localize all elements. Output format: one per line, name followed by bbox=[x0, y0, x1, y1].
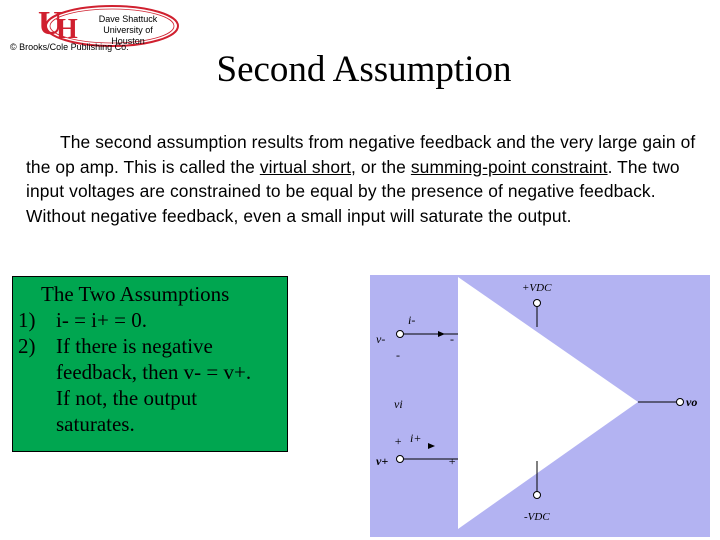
logo-name-line2: University of Houston bbox=[103, 25, 153, 46]
v-plus-label: v+ bbox=[376, 454, 389, 468]
assumptions-box bbox=[12, 276, 288, 452]
noninverting-sign: + bbox=[448, 454, 457, 468]
para-text-2: , or the bbox=[351, 156, 411, 177]
vi-plus-sign: + bbox=[394, 434, 403, 448]
logo-name-line1: Dave Shattuck bbox=[98, 14, 158, 24]
vi-minus-sign: - bbox=[396, 348, 400, 362]
assumption-2-line4: saturates. bbox=[56, 412, 135, 436]
para-text-3: . The two input voltages are constrained to be equal by the presence of negative feedback. Without negative feedback, even a small input will saturate the output. bbox=[26, 156, 680, 226]
assumption-1-number: 1) bbox=[18, 308, 36, 332]
vdc-pos-terminal bbox=[534, 300, 541, 307]
vdc-pos-label: +VDC bbox=[522, 282, 552, 294]
i-minus-label: i- bbox=[408, 313, 416, 327]
summing-point-term: summing-point constraint bbox=[410, 156, 608, 177]
para-text-1: The second assumption results from negative feedback and the very large gain of the op amp. This is called the bbox=[26, 132, 696, 177]
i-plus-label: i+ bbox=[410, 431, 422, 445]
assumption-1 bbox=[18, 307, 147, 333]
vo-label: vo bbox=[686, 395, 698, 409]
assumption-2-line2: feedback, then v- = v+. bbox=[56, 360, 252, 384]
slide-title: Second Assumption bbox=[216, 49, 512, 90]
assumptions-title: The Two Assumptions bbox=[41, 282, 230, 306]
vdc-neg-terminal bbox=[534, 492, 541, 499]
v-minus-label: v- bbox=[376, 332, 386, 346]
logo-publisher: © Brooks/Cole Publishing Co. bbox=[10, 42, 129, 52]
op-amp-diagram bbox=[370, 275, 710, 537]
assumption-2 bbox=[18, 333, 213, 359]
body-paragraph bbox=[26, 130, 698, 228]
assumption-2-line1: If there is negative bbox=[56, 334, 213, 358]
svg-text:H: H bbox=[56, 14, 78, 45]
noninverting-input-terminal bbox=[397, 456, 404, 463]
output-terminal bbox=[677, 399, 684, 406]
vdc-neg-label: -VDC bbox=[524, 511, 550, 523]
svg-text:U: U bbox=[38, 5, 63, 42]
assumption-1-text: i- = i+ = 0. bbox=[56, 308, 147, 332]
inverting-sign: - bbox=[450, 332, 454, 346]
assumption-2-number: 2) bbox=[18, 334, 36, 358]
virtual-short-term: virtual short bbox=[259, 156, 352, 177]
assumption-2-line3: If not, the output bbox=[56, 386, 198, 410]
inverting-input-terminal bbox=[397, 331, 404, 338]
vi-label: vi bbox=[394, 397, 403, 411]
